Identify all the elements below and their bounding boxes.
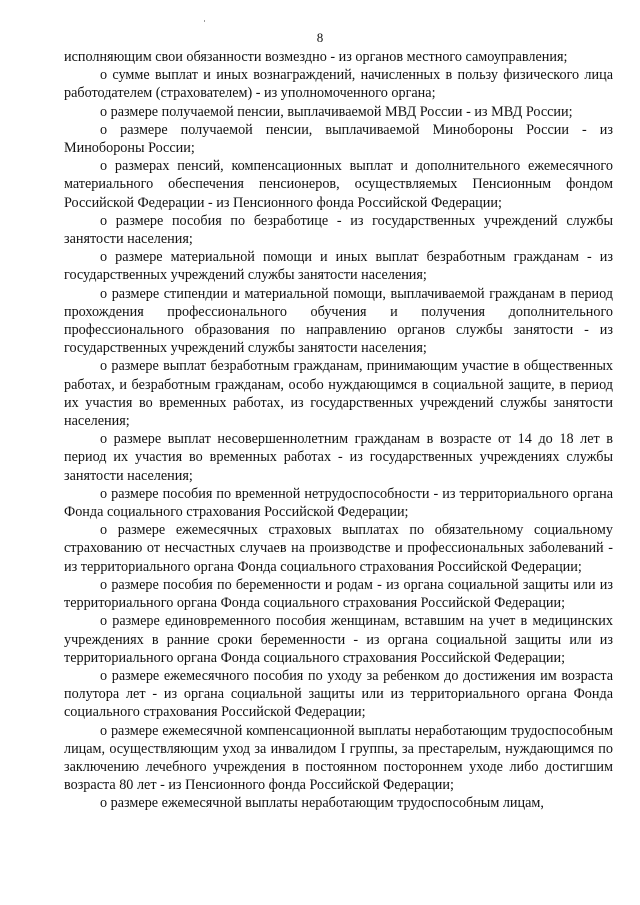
paragraph-mvd-pension: о размере получаемой пенсии, выплачиваемой МВД России - из МВД России; bbox=[100, 103, 573, 120]
paragraph-material-assistance: о размере материальной помощи и иных выплат безработным гражданам - из государственных учреждений службы занятости населения; bbox=[64, 249, 613, 284]
paragraph-mod-pension: о размере получаемой пенсии, выплачиваемой Минобороны России - из Минобороны России; bbox=[64, 121, 613, 157]
paragraph-minors-payments: о размере выплат несовершеннолетним гражданам в возрасте от 14 до 18 лет в период их участия во временных работах - из государственных учреждениях службы занятости населения; bbox=[64, 431, 613, 484]
paragraph-stipend: о размере стипендии и материальной помощи, выплачиваемой гражданам в период прохождения профессионального обучения и получения дополнительного профессионального образования по направлению органов службы занятости - из государственных учреждений службы занятости населения; bbox=[64, 285, 613, 357]
page-number: 8 bbox=[316, 30, 324, 45]
paragraph-early-registration: о размере единовременного пособия женщинам, вставшим на учет в медицинских учреждениях в ранние сроки беременности - из органа социальной защиты или из территориального органа Фонда социального страхования Российской Федерации; bbox=[64, 613, 613, 666]
paragraph-unemployment-benefit: о размере пособия по безработице - из государственных учреждений службы занятости населения; bbox=[64, 212, 613, 248]
paragraph-public-works: о размере выплат безработным гражданам, принимающим участие в общественных работах, и безработным гражданам, особо нуждающимся в социальной защите, в период их участия во временных работах, из государственных учреждений службы занятости населения; bbox=[64, 358, 613, 430]
paragraph-maternity-benefit: о размере пособия по беременности и родам - из органа социальной защиты или из территориального органа Фонда социального страхования Российской Федерации; bbox=[64, 576, 613, 612]
paragraph-caregiver-compensation: о размере ежемесячной компенсационной выплаты неработающим трудоспособным лицам, осуществляющим уход за инвалидом I группы, за престарелым, нуждающимся по заключению лечебного учреждения в постоянном постороннем уходе либо достигшим возраста 80 лет - из Пенсионного фонда Российской Федерации; bbox=[64, 722, 613, 794]
document-body bbox=[64, 48, 613, 813]
paragraph-childcare-benefit: о размере ежемесячного пособия по уходу за ребенком до достижения им возраста полутора лет - из органа социальной защиты или из территориального органа Фонда социального страхования Российской Федерации; bbox=[64, 667, 613, 721]
paragraph-monthly-payment: о размере ежемесячной выплаты неработающим трудоспособным лицам, bbox=[100, 795, 544, 812]
scan-mark bbox=[204, 20, 205, 22]
paragraph-pension-fund-payments: о размерах пенсий, компенсационных выплат и дополнительного ежемесячного материального обеспечения пенсионеров, осуществляемых Пенсионным фондом Российской Федерации - из Пенсионного фонда Российской Федерации; bbox=[64, 158, 613, 211]
paragraph-continuation: исполняющим свои обязанности возмездно - из органов местного самоуправления; bbox=[64, 49, 568, 65]
paragraph-accident-insurance: о размере ежемесячных страховых выплатах по обязательному социальному страхованию от несчастных случаев на производстве и профессиональных заболеваний - из территориального органа Фонда социального страхования Российской Федерации; bbox=[64, 522, 613, 575]
paragraph-employer-payments: о сумме выплат и иных вознаграждений, начисленных в пользу физического лица работодателем (страхователем) - из уполномоченного органа; bbox=[64, 67, 613, 102]
paragraph-sick-leave: о размере пособия по временной нетрудоспособности - из территориального органа Фонда социального страхования Российской Федерации; bbox=[64, 485, 613, 521]
